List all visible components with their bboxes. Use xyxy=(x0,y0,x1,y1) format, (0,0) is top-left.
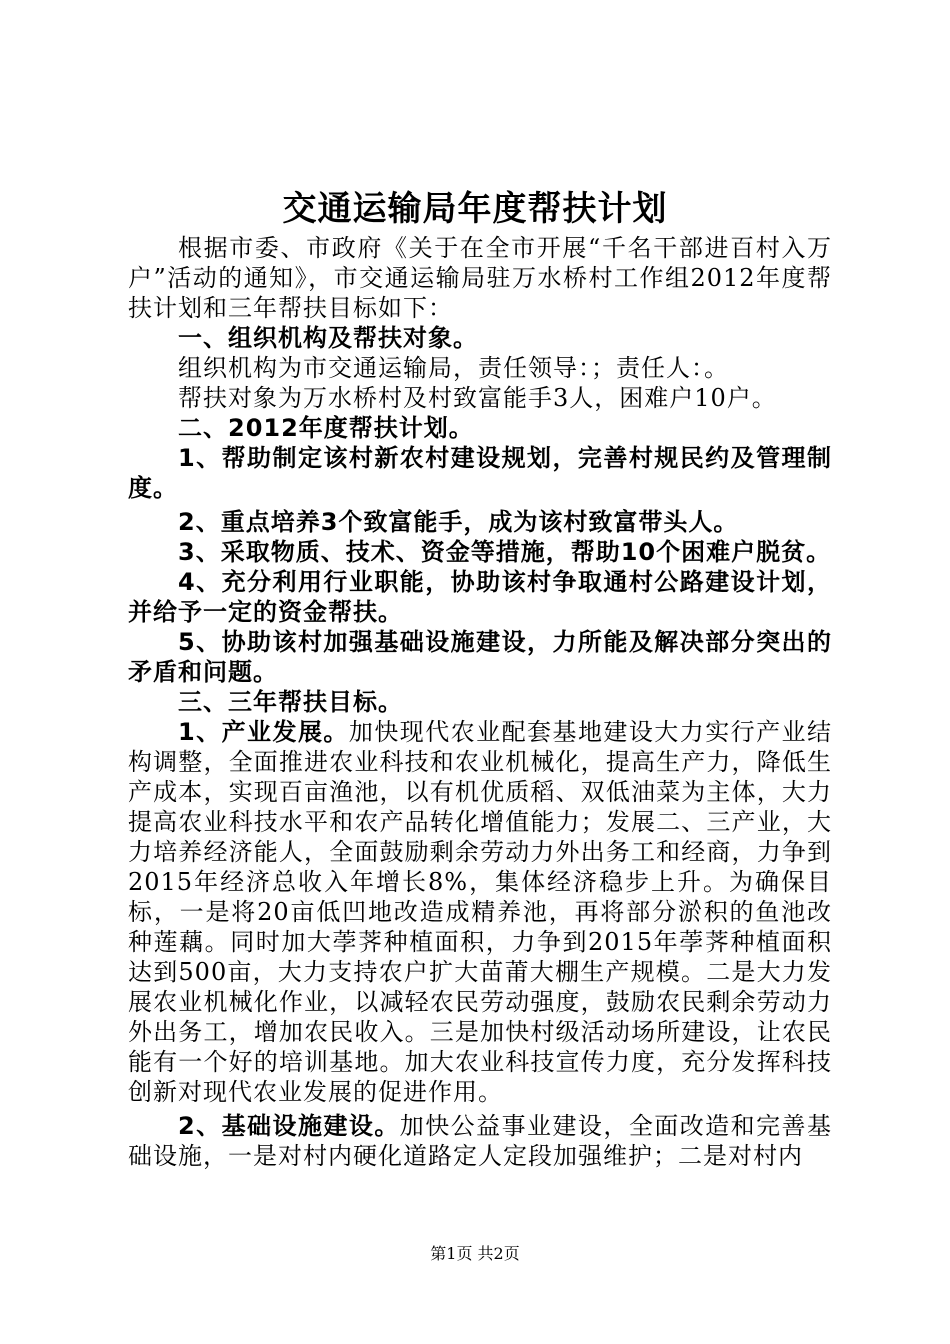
intro-paragraph: 根据市委、市政府《关于在全市开展“千名干部进百村入万户”活动的通知》，市交通运输局驻万水桥村工作组2012年度帮扶计划和三年帮扶目标如下： xyxy=(128,234,832,322)
goal-paragraph-infrastructure xyxy=(128,1111,832,1171)
page-footer: 第1页 共2页 xyxy=(430,1244,520,1263)
goal-label-infrastructure: 2、基础设施建设。 xyxy=(178,1112,400,1140)
goal-paragraph-industry xyxy=(128,717,832,1107)
goal-label-industry: 1、产业发展。 xyxy=(178,718,349,746)
section-heading-three-year-goals: 三、三年帮扶目标。 xyxy=(178,688,403,716)
plan-item: 2、重点培养3个致富能手，成为该村致富带头人。 xyxy=(178,508,739,536)
section-heading-organization: 一、组织机构及帮扶对象。 xyxy=(178,324,478,352)
plan-item: 3、采取物质、技术、资金等措施，帮助10个困难户脱贫。 xyxy=(178,538,832,566)
plan-item: 5、协助该村加强基础设施建设，力所能及解决部分突出的矛盾和问题。 xyxy=(128,628,832,686)
section-heading-annual-plan: 二、2012年度帮扶计划。 xyxy=(178,414,474,442)
targets-paragraph: 帮扶对象为万水桥村及村致富能手3人，困难户10户。 xyxy=(178,384,777,412)
goal-text-infrastructure: 加快公益事业建设，全面改造和完善基础设施，一是对村内硬化道路定人定段加强维护；二是对村内 xyxy=(128,1112,832,1170)
plan-item: 4、充分利用行业职能，协助该村争取通村公路建设计划，并给予一定的资金帮扶。 xyxy=(128,568,832,626)
goal-text-industry: 加快现代农业配套基地建设大力实行产业结构调整，全面推进农业科技和农业机械化，提高生产力，降低生产成本，实现百亩渔池，以有机优质稻、双低油菜为主体，大力提高农业科技水平和农产品转化增值能力；发展二、三产业，大力培养经济能人，全面鼓励剩余劳动力外出务工和经商，力争到2015年经济总收入年增长8%，集体经济稳步上升。为确保目标，一是将20亩低凹地改造成精养池，再将部分淤积的鱼池改种莲藕。同时加大荸荠种植面积，力争到2015年荸荠种植面积达到500亩，大力支持农户扩大苗莆大棚生产规模。二是大力发展农业机械化作业，以减轻农民劳动强度，鼓励农民剩余劳动力外出务工，增加农民收入。三是加快村级活动场所建设，让农民能有一个好的培训基地。加大农业科技宣传力度，充分发挥科技创新对现代农业发展的促进作用。 xyxy=(128,718,833,1106)
document-title: 交通运输局年度帮扶计划 xyxy=(282,189,668,229)
organization-paragraph: 组织机构为市交通运输局，责任领导：；责任人：。 xyxy=(178,354,729,382)
plan-item: 1、帮助制定该村新农村建设规划，完善村规民约及管理制度。 xyxy=(128,444,832,502)
document-body xyxy=(128,233,832,1171)
